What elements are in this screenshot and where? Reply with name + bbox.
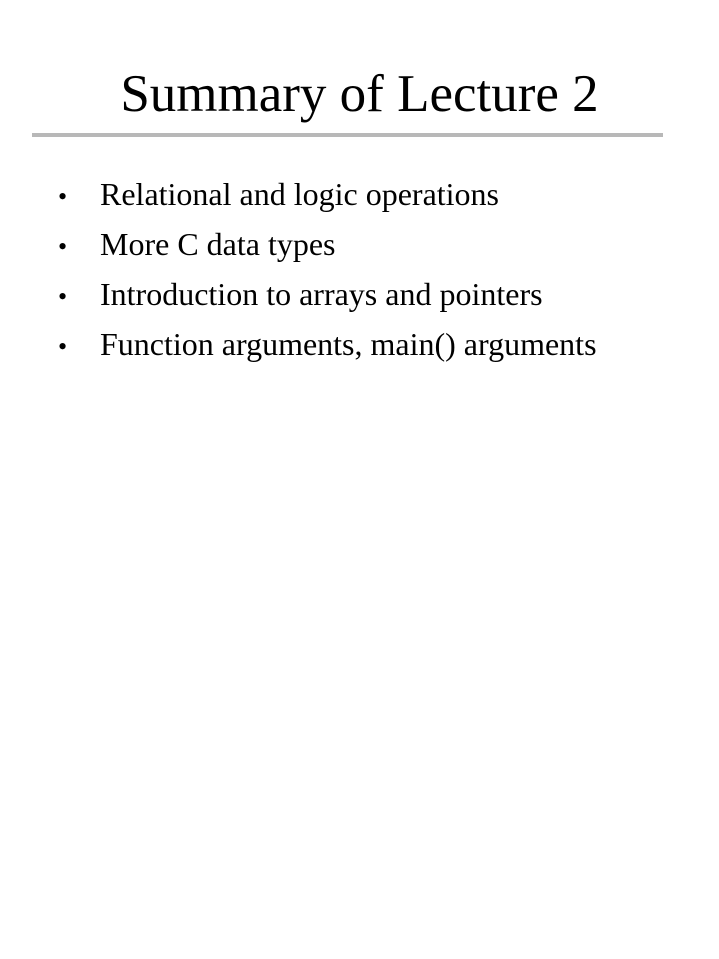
bullet-icon: •: [58, 332, 68, 361]
bullet-icon: •: [58, 232, 68, 261]
slide-title: Summary of Lecture 2: [120, 65, 599, 123]
bullet-icon: •: [58, 182, 68, 211]
title-divider: [32, 133, 663, 137]
bullet-list: [58, 172, 597, 372]
bullet-text: Function arguments, main() arguments: [100, 326, 597, 362]
bullet-item: [58, 322, 597, 372]
bullet-item: [58, 272, 597, 322]
bullet-item: [58, 172, 597, 222]
bullet-item: [58, 222, 597, 272]
bullet-text: More C data types: [100, 226, 336, 262]
bullet-icon: •: [58, 282, 68, 311]
bullet-text: Introduction to arrays and pointers: [100, 276, 543, 312]
bullet-text: Relational and logic operations: [100, 176, 499, 212]
